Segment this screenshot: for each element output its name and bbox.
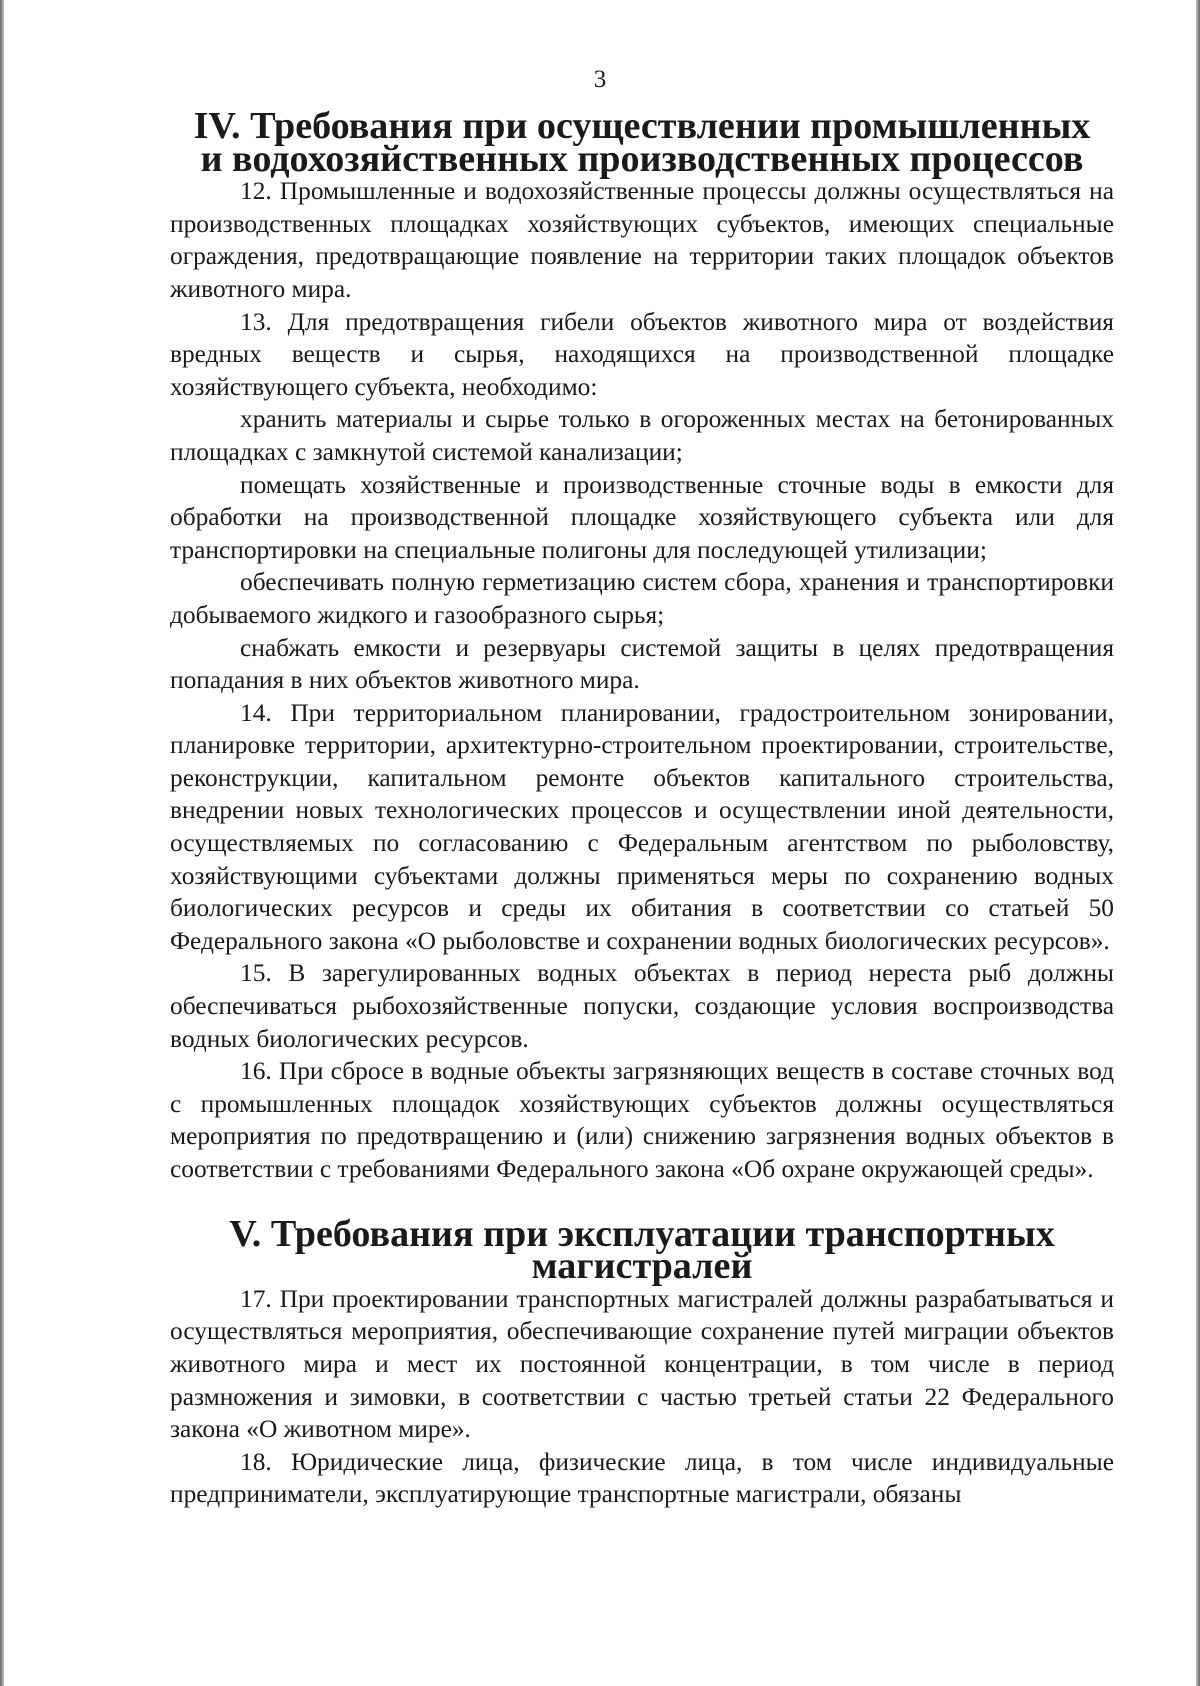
- section-iv-heading: [170, 105, 1114, 180]
- section-v: [170, 1212, 1114, 1511]
- paragraph-15: 15. В зарегулированных водных объектах в период нереста рыб должны обеспечиваться рыбохозяйственные попуски, создающие условия воспроизводства водных биологических ресурсов.: [170, 959, 1114, 1053]
- paragraph-13-item-tanks: снабжать емкости и резервуары системой защиты в целях предотвращения попадания в них объектов животного мира.: [170, 633, 1114, 695]
- document-body: [170, 105, 1114, 1511]
- page-number: 3: [593, 66, 607, 93]
- paragraph-13-item-wastewater: помещать хозяйственные и производственные сточные воды в емкости для обработки на производственной площадке хозяйствующего субъекта или для транспортировки на специальные полигоны для последующей утилизации;: [170, 470, 1114, 564]
- section-iv: [170, 105, 1114, 1186]
- paragraph-13: 13. Для предотвращения гибели объектов животного мира от воздействия вредных веществ и сырья, находящихся на производственной площадке хозяйствующего субъекта, необходимо:: [170, 307, 1114, 401]
- scan-left-edge: [0, 0, 4, 1686]
- paragraph-12: 12. Промышленные и водохозяйственные процессы должны осуществляться на производственных площадках хозяйствующих субъектов, имеющих специальные ограждения, предотвращающие появление на территории таких площадок объектов животного мира.: [170, 177, 1114, 303]
- section-iv-heading-line1: IV. Требования при осуществлении промышленных: [193, 105, 1091, 147]
- paragraph-17: 17. При проектировании транспортных магистралей должны разрабатываться и осуществляться мероприятия, обеспечивающие сохранение путей миграции объектов животного мира и мест их постоянной концентрации, в том числе в период размножения и зимовки, в соответствии с частью третьей статьи 22 Федерального закона «О животном мире».: [170, 1284, 1114, 1444]
- scan-right-edge: [1196, 0, 1200, 1686]
- paragraph-13-item-store-materials: хранить материалы и сырье только в огороженных местах на бетонированных площадках с замкнутой системой канализации;: [170, 405, 1114, 466]
- paragraph-16: 16. При сбросе в водные объекты загрязняющих веществ в составе сточных вод с промышленных площадок хозяйствующих субъектов должны осуществляться мероприятия по предотвращению и (или) снижению загрязнения водных объектов в соответствии с требованиями Федерального закона «Об охране окружающей среды».: [170, 1057, 1114, 1183]
- paragraph-13-item-sealing: обеспечивать полную герметизацию систем сбора, хранения и транспортировки добываемого жидкого и газообразного сырья;: [170, 568, 1114, 629]
- paragraph-18: 18. Юридические лица, физические лица, в том числе индивидуальные предприниматели, эксплуатирующие транспортные магистрали, обязаны: [170, 1447, 1114, 1509]
- paragraph-14: 14. При территориальном планировании, градостроительном зонировании, планировке территории, архитектурно-строительном проектировании, строительстве, реконструкции, капитальном ремонте объектов капитального строительства, внедрении новых технологических процессов и осуществлении иной деятельности, осуществляемых по согласованию с Федеральным агентством по рыболовству, хозяйствующими субъектами должны применяться меры по сохранению водных биологических ресурсов и среды их обитания в соответствии со статьей 50 Федерального закона «О рыболовстве и сохранении водных биологических ресурсов».: [170, 698, 1114, 955]
- section-v-heading: V. Требования при эксплуатации транспортных магистралей: [229, 1212, 1055, 1288]
- section-iv-heading-line2: и водохозяйственных производственных процессов: [200, 137, 1084, 180]
